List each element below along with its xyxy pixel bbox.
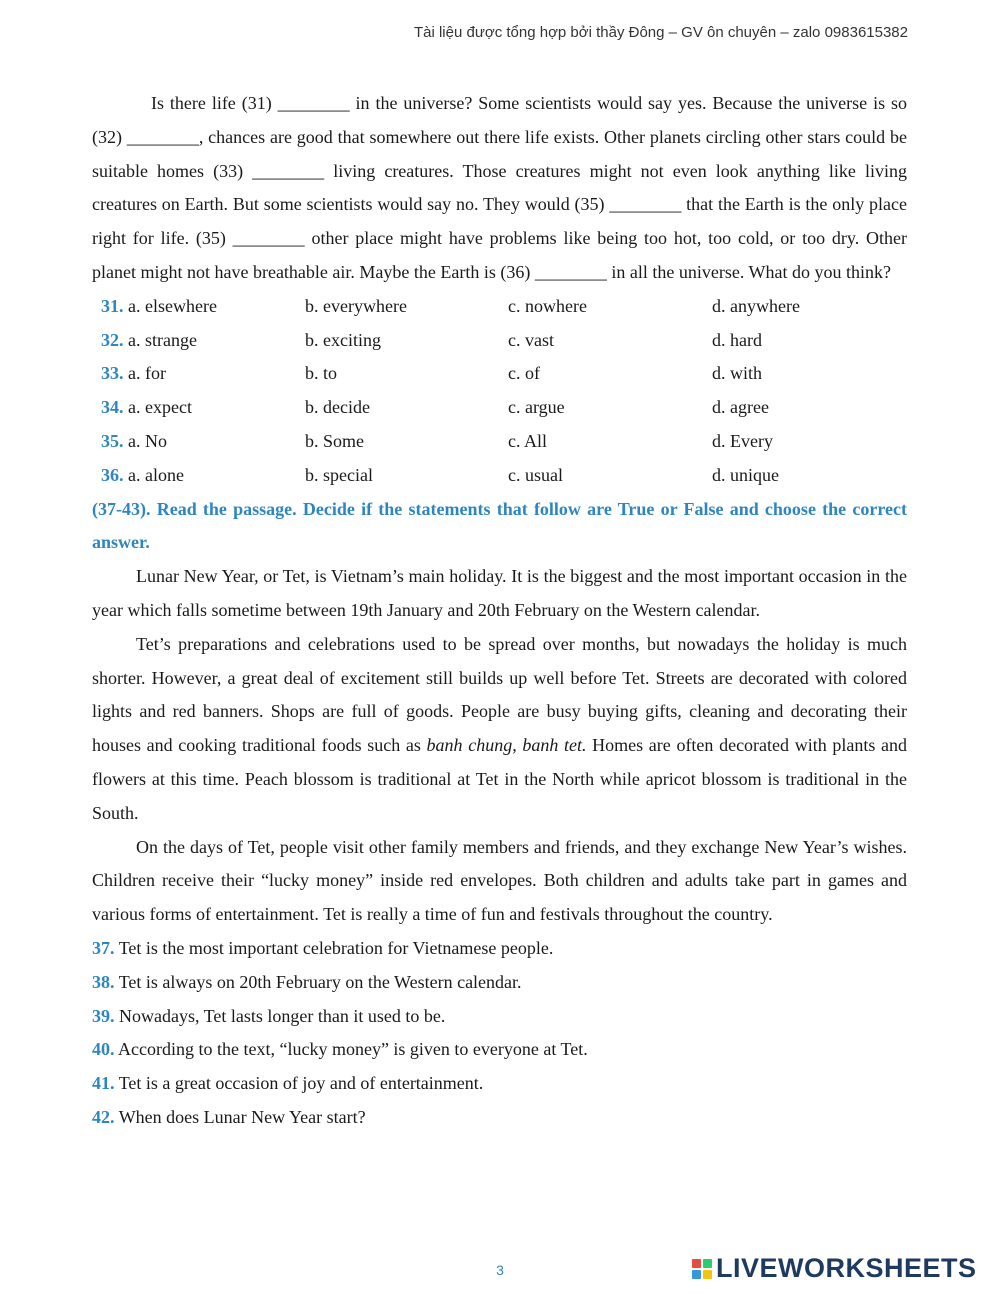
statement-number: 37. (92, 937, 115, 958)
option-d[interactable]: d. with (712, 363, 763, 384)
statement-38 (92, 966, 907, 1000)
statement-text: Tet is the most important celebration for Vietnamese people. (118, 937, 554, 958)
section-instruction: (37-43). Read the passage. Decide if the statements that follow are True or False and choose the correct answer. (92, 498, 907, 553)
option-c[interactable]: c. argue (508, 397, 565, 418)
option-b[interactable]: b. decide (305, 397, 370, 418)
option-a[interactable]: a. expect (128, 397, 192, 418)
option-b[interactable]: b. everywhere (305, 295, 407, 316)
question-row-31 (92, 290, 907, 324)
statement-number: 40. (92, 1039, 115, 1060)
question-number: 32. (101, 329, 124, 350)
option-d[interactable]: d. anywhere (712, 295, 800, 316)
question-number: 31. (101, 295, 124, 316)
logo-text: LIVEWORKSHEETS (716, 1253, 977, 1283)
option-c[interactable]: c. nowhere (508, 295, 587, 316)
passage-tet-preparations: Tet’s preparations and celebrations used to be spread over months, but nowadays the holiday is much shorter. However, a great deal of excitement still builds up well before Tet. Streets are decorated with colored lights and red banners. Shops are full of goods. People are busy buying gifts, cleaning and decorating their houses and cooking traditional foods such as banh chung, banh tet. Homes are often decorated with plants and flowers at this time. Peach blossom is traditional at Tet in the North while apricot blossom is traditional in the South. (92, 633, 907, 823)
statement-42 (92, 1101, 907, 1135)
option-c[interactable]: c. vast (508, 329, 554, 350)
traditional-foods: banh chung, banh tet. (426, 735, 587, 756)
logo-square-icon (692, 1270, 701, 1279)
question-row-32 (92, 324, 907, 358)
option-b[interactable]: b. Some (305, 430, 365, 451)
passage-tet-days: On the days of Tet, people visit other family members and friends, and they exchange New Year’s wishes. Children receive their “lucky money” inside red envelopes. Both children and adults take part in games and various forms of entertainment. Tet is really a time of fun and festivals throughout the country. (92, 836, 907, 925)
worksheet-content (92, 87, 907, 1135)
page-number: 3 (496, 1262, 504, 1278)
question-number: 36. (101, 464, 124, 485)
statement-number: 42. (92, 1106, 115, 1127)
statement-text: According to the text, “lucky money” is given to everyone at Tet. (118, 1039, 588, 1060)
statement-number: 41. (92, 1073, 115, 1094)
statements-list (92, 932, 907, 1135)
statement-text: Nowadays, Tet lasts longer than it used to be. (119, 1005, 446, 1026)
option-a[interactable]: a. strange (128, 329, 197, 350)
option-a[interactable]: a. for (128, 363, 166, 384)
option-c[interactable]: c. usual (508, 464, 563, 485)
question-number: 33. (101, 363, 124, 384)
statement-37 (92, 932, 907, 966)
question-row-35 (92, 425, 907, 459)
question-number: 34. (101, 397, 124, 418)
option-b[interactable]: b. to (305, 363, 338, 384)
logo-mark-icon (692, 1259, 712, 1279)
liveworksheets-logo[interactable] (692, 1253, 977, 1284)
logo-square-icon (692, 1259, 701, 1268)
option-a[interactable]: a. alone (128, 464, 184, 485)
question-row-33 (92, 357, 907, 391)
question-number: 35. (101, 430, 124, 451)
statement-39 (92, 1000, 907, 1034)
logo-square-icon (703, 1259, 712, 1268)
statement-text: Tet is a great occasion of joy and of entertainment. (118, 1073, 484, 1094)
option-b[interactable]: b. exciting (305, 329, 381, 350)
option-b[interactable]: b. special (305, 464, 373, 485)
option-a[interactable]: a. elsewhere (128, 295, 217, 316)
statement-40 (92, 1033, 907, 1067)
page-header: Tài liệu được tổng hợp bởi thầy Đông – GV ôn chuyên – zalo 0983615382 (413, 24, 908, 41)
option-d[interactable]: d. Every (712, 430, 773, 451)
options-list (92, 290, 907, 493)
option-c[interactable]: c. of (508, 363, 540, 384)
option-d[interactable]: d. agree (712, 397, 769, 418)
question-row-36 (92, 459, 907, 493)
option-c[interactable]: c. All (508, 430, 547, 451)
option-d[interactable]: d. hard (712, 329, 762, 350)
option-a[interactable]: a. No (128, 430, 167, 451)
statement-number: 38. (92, 971, 115, 992)
statement-41 (92, 1067, 907, 1101)
statement-text: When does Lunar New Year start? (118, 1106, 366, 1127)
passage-tet-intro: Lunar New Year, or Tet, is Vietnam’s main holiday. It is the biggest and the most important occasion in the year which falls sometime between 19th January and 20th February on the Western calendar. (92, 566, 907, 620)
question-row-34 (92, 391, 907, 425)
passage-universe: Is there life (31) ________ in the universe? Some scientists would say yes. Because the universe is so (32) ________, chances are good that somewhere out there life exists. Other planets circling other stars could be suitable homes (33) ________ living creatures. Those creatures might not even look anything like living creatures on Earth. But some scientists would say no. They would (35) ________ that the Earth is the only place right for life. (35) ________ other place might have problems like being too hot, too cold, or too dry. Other planet might not have breathable air. Maybe the Earth is (36) ________ in all the universe. What do you think? (92, 93, 907, 282)
statement-number: 39. (92, 1005, 115, 1026)
logo-square-icon (703, 1270, 712, 1279)
option-d[interactable]: d. unique (712, 464, 779, 485)
statement-text: Tet is always on 20th February on the Western calendar. (118, 971, 522, 992)
